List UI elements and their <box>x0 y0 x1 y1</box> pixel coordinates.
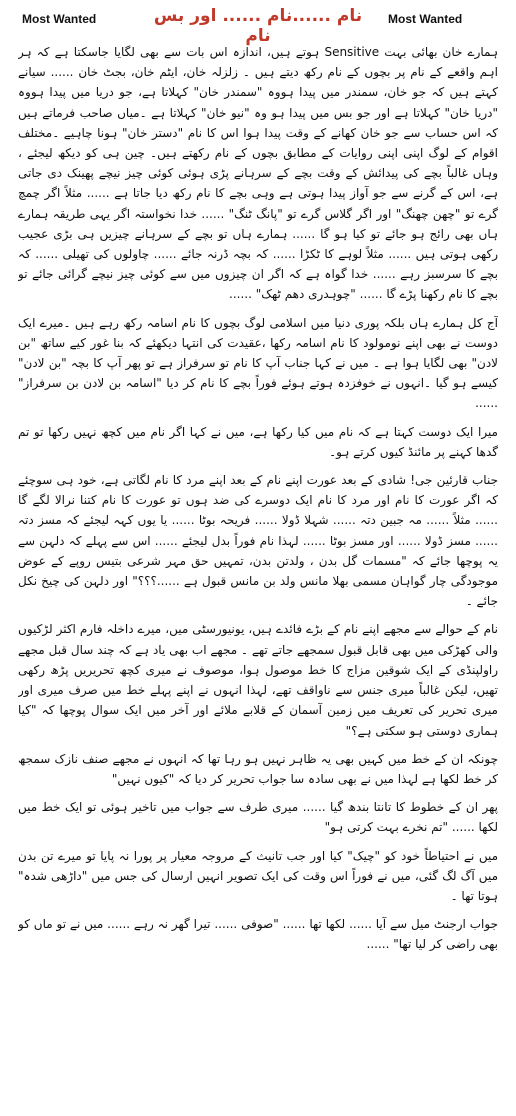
header-left-label: Most Wanted <box>22 12 97 26</box>
paragraph-3: میرا ایک دوست کہتا ہے کہ نام میں کیا رکھا ہے، میں نے کہا اگر نام میں کچھ نہیں رکھا تو تم گدھا کہنے پر مائنڈ کیوں کرتے ہو۔ <box>18 424 498 459</box>
paragraph-9: جواب ارجنٹ میل سے آیا ...... لکھا تھا ...... "صوفی ...... تیرا گھر نہ رہے ...... میں نے تو ماں کو بھی راضی کر لیا تھا" ...... <box>18 917 498 952</box>
article-body <box>18 42 498 1110</box>
paragraph-8: میں نے احتیاطاً خود کو "چیک" کیا اور جب تانیث کے مروجہ معیار پر پورا نہ پایا تو میرے تن بدن میں آگ لگ گئی، میں نے فوراً اس وقت کی ایک تصویر انہیں ارسال کی جس میں "داڑھی شدہ" ہوتا تھا ۔ <box>18 848 498 903</box>
paragraph-1: ہمارے خان بھائی بہت Sensitive ہوتے ہیں، اندازہ اس بات سے بھی لگایا جاسکتا ہے کہ ہر اہم واقعے کے نام پر بچوں کے نام رکھ دیتے ہیں ۔ زلزلہ خان، ایٹم خان، بجٹ خان ...... سیانے کہتے ہیں کہ جو خان، سمندر میں پیدا ہووہ "سمندر خان" کہلاتا ہے، جو دریا میں پیدا ہووہ "دریا خان" کہلاتا ہے اور جو بس میں پیدا ہو وہ "نیو خان" کہلاتا ہے ۔میاں صاحب فرماتے ہیں کہ اس حساب سے جو خان کھانے کے وقت پیدا ہوا اس کا نام "دستر خان" ہونا چاہیے ۔مختلف اقوام کے لوگ اپنی اپنی روایات کے مطابق بچوں کے نام رکھتے ہیں۔ چین ہی کو دیکھ لیجئے ، وہاں غالباً بچے کی پیدائش کے وقت بچے کے سرہانے پڑی ہوئی کوئی چیز نیچے پھینک دی جاتی ہے، اس کے گرنے سے جو آواز پیدا ہوتی ہے وہی بچے کا نام رکھ دیا جاتا ہے ...... مثلاً اگر چمچ گرے تو "چھن چھنگ" اور اگر گلاس گرے تو "پانگ ٹنگ" ...... خدا نخواستہ اگر یہی طریقہ ہمارے ہاں بھی رائج ہو جائے تو کیا ہو گا ...... ہمارے ہاں تو بچے کے سرہانے چیزیں ہی بڑی عجیب رکھی ہوتی ہیں ...... مثلاً لوہے کا ٹکڑا ...... کہ بچہ ڈرنہ جائے ...... چاولوں کی تھیلی ...... کہ بچے کا سرسبز رہے ...... خدا گواہ ہے کہ اگر ان چیزوں میں سے کوئی چیز نیچے گرائی جائے تو بچے کا نام رکھنا پڑے گا ...... "چوہدری دھم ٹھک" ...... <box>18 45 498 302</box>
header-right-label: Most Wanted <box>388 12 463 26</box>
paragraph-4: جناب قارئین جی! شادی کے بعد عورت اپنے نام کے بعد اپنے مرد کا نام لگاتی ہے، خود ہی سوچئے کہ اگر عورت کا نام اور مرد کا نام ایک دوسرے کی ضد ہوں تو عورت کا نام کتنا نرالا لگے گا ...... مثلاً ...... مہ جبین دتہ ...... شہلا ڈولا ...... فریحہ بوٹا ...... یا یوں کہہ لیجئے کہ مسز دتہ ...... مسز ڈولا ...... اور مسز بوٹا ...... لہذا نام فوراً بدل لیجئے ...... اس سے پہلے کہ دلہن سے یہ پوچھا جائے کہ "مسمات گل بدن ، ولدتن بدن، تمہیں حق مہر شرعی بتیس روپے کے عوض موجودگی چار گواہان مسمی بھلا مانس ولد بن مانس قبول ہے ......؟؟؟" اور دلہن کی چیخ نکل جائے ۔ <box>18 473 498 609</box>
paragraph-2: آج کل ہمارے ہاں بلکہ پوری دنیا میں اسلامی لوگ بچوں کا نام اسامہ رکھ رہے ہیں ۔میرے ایک دوست نے بھی اپنے نومولود کا نام اسامہ رکھا ،عقیدت کی انتہا دیکھئے کہ بنا غور کیے ساتھ "بن لادن" بھی لگایا ہوا ہے ۔ میں نے کہا جناب آپ کا نام تو سرفراز ہے تو پھر آپ کا بچہ "بن لادن" کیسے ہو گیا ۔انہوں نے خوفزدہ ہوتے ہوئے فوراً بچے کا نام کر دیا "اسامہ بن لادن بن سرفراز" ...... <box>18 315 498 411</box>
article-title: نام ......نام ...... اور بس نام <box>153 6 363 46</box>
paragraph-5: نام کے حوالے سے مجھے اپنے نام کے بڑے فائدے ہیں، یونیورسٹی میں، میرے داخلہ فارم اکثر لڑکیوں والی کھڑکی میں بھی قابل قبول سمجھے جاتے تھے ۔ مجھے اب بھی یاد ہے کہ چند سال قبل مجھے راولپنڈی کے ایک شوقین مزاج کا خط موصول ہوا، موصوف نے میری کچھ تحریریں پڑھ رکھی تھیں، لیکن غالباً میری جنس سے ناواقف تھے، لہذا انہوں نے اپنے پہلے خط میں صرف میری اور میری تحریر کی تعریف میں زمین آسمان کے قلابے ملائے اور آخر میں ایک سوال پوچھا کہ "کیا ہماری دوستی ہو سکتی ہے؟" <box>18 622 498 738</box>
paragraph-7: پھر ان کے خطوط کا تانتا بندھ گیا ...... میری طرف سے جواب میں تاخیر ہوئی تو ایک خط میں لکھا ...... "تم نخرے بہت کرتی ہو" <box>18 800 498 835</box>
page-header <box>0 0 516 46</box>
paragraph-6: چونکہ ان کے خط میں کہیں بھی یہ ظاہر نہیں ہو رہا تھا کہ انہوں نے مجھے صنف نازک سمجھ کر خط لکھا ہے لہذا میں نے بھی سادہ سا جواب تحریر کر دیا کہ "کیوں نہیں" <box>18 751 498 786</box>
